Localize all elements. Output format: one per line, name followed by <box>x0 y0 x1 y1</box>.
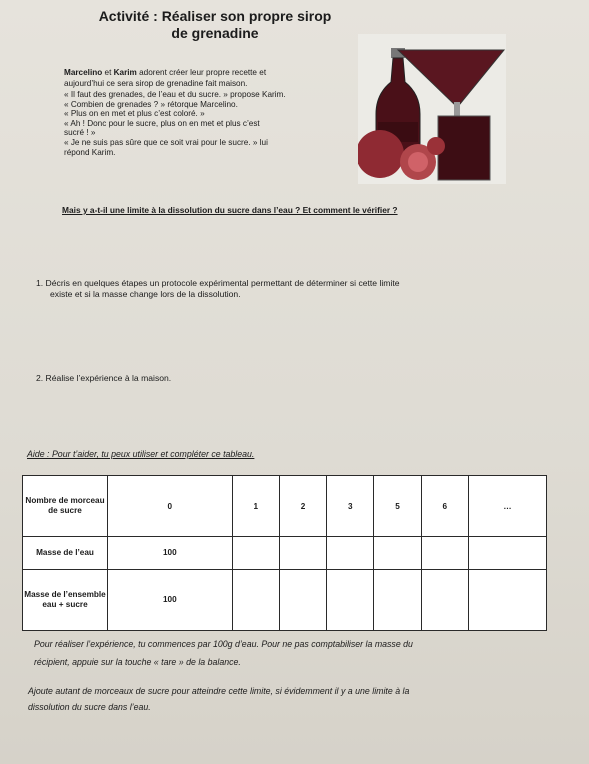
final-instruction <box>28 683 563 715</box>
column-header: 1 <box>232 476 279 537</box>
table-cell-empty[interactable] <box>232 569 279 630</box>
column-header: 0 <box>108 476 233 537</box>
note-line-2: récipient, appuie sur la touche « tare » de la balance. <box>34 657 241 667</box>
table-cell-empty[interactable] <box>279 537 326 569</box>
table-cell-empty[interactable] <box>327 569 374 630</box>
dialogue-line: sucré ! » <box>64 128 96 138</box>
question-1-line-2: existe et si la masse change lors de la dissolution. <box>50 288 241 299</box>
syrup-photo <box>358 34 506 184</box>
dialogue-line: répond Karim. <box>64 147 116 157</box>
final-line-2: dissolution du sucre dans l’eau. <box>28 702 151 712</box>
masse-eau-value: 100 <box>108 537 233 569</box>
row-header-eau: Masse de l’eau <box>23 537 108 569</box>
title-line-2: de grenadine <box>171 25 259 41</box>
question-1-line-1: 1. Décris en quelques étapes un protocole expérimental permettant de déterminer si cette limite <box>36 278 400 288</box>
main-question: Mais y a-t-il une limite à la dissolution du sucre dans l’eau ? Et comment le vérifier ? <box>62 205 398 215</box>
table-cell-empty[interactable] <box>468 569 546 630</box>
table-row <box>23 569 547 630</box>
table-cell-empty[interactable] <box>374 537 421 569</box>
question-2: 2. Réalise l’expérience à la maison. <box>36 373 172 383</box>
dialogue-line: « Ah ! Donc pour le sucre, plus on en met et plus c’est <box>64 118 260 128</box>
table-cell-empty[interactable] <box>374 569 421 630</box>
final-line-1: Ajoute autant de morceaux de sucre pour atteindre cette limite, si évidemment il y a une limite à la <box>28 686 410 696</box>
data-table <box>22 475 547 631</box>
page-title <box>70 8 360 42</box>
column-header: 2 <box>279 476 326 537</box>
table-cell-empty[interactable] <box>421 537 468 569</box>
title-line-1: Activité : Réaliser son propre sirop <box>98 8 332 24</box>
intro-name-karim: Karim <box>113 68 137 77</box>
intro-paragraph <box>64 68 354 89</box>
table-row <box>23 537 547 569</box>
help-caption: Aide : Pour t’aider, tu peux utiliser et compléter ce tableau. <box>27 449 255 459</box>
table-cell-empty[interactable] <box>327 537 374 569</box>
intro-line-1-rest: adorent créer leur propre recette et <box>136 68 267 77</box>
column-header: 6 <box>421 476 468 537</box>
row-header-ensemble: Masse de l’ensemble eau + sucre <box>23 569 108 630</box>
masse-ensemble-value: 100 <box>108 569 233 630</box>
dialogue-line: « Je ne suis pas sûre que ce soit vrai pour le sucre. » lui <box>64 137 268 147</box>
column-header: 5 <box>374 476 421 537</box>
dialogue-line: « Plus on en met et plus c’est coloré. » <box>64 109 205 119</box>
intro-name-marcelino: Marcelino <box>64 68 103 77</box>
dialogue-block <box>64 90 354 157</box>
table-cell-empty[interactable] <box>468 537 546 569</box>
row-header-sucre: Nombre de morceau de sucre <box>23 476 108 537</box>
table-cell-empty[interactable] <box>232 537 279 569</box>
intro-line-2: aujourd’hui ce sera sirop de grenadine fait maison. <box>64 78 248 88</box>
table-row <box>23 476 547 537</box>
column-header: … <box>468 476 546 537</box>
column-header: 3 <box>327 476 374 537</box>
table-cell-empty[interactable] <box>279 569 326 630</box>
dialogue-line: « Combien de grenades ? » rétorque Marcelino. <box>64 99 238 109</box>
instruction-note <box>34 635 554 671</box>
intro-and: et <box>102 68 114 77</box>
table-cell-empty[interactable] <box>421 569 468 630</box>
question-1 <box>36 278 516 299</box>
note-line-1: Pour réaliser l’expérience, tu commences par 100g d’eau. Pour ne pas comptabiliser la masse du <box>34 639 413 649</box>
dialogue-line: « Il faut des grenades, de l’eau et du sucre. » propose Karim. <box>64 90 286 99</box>
